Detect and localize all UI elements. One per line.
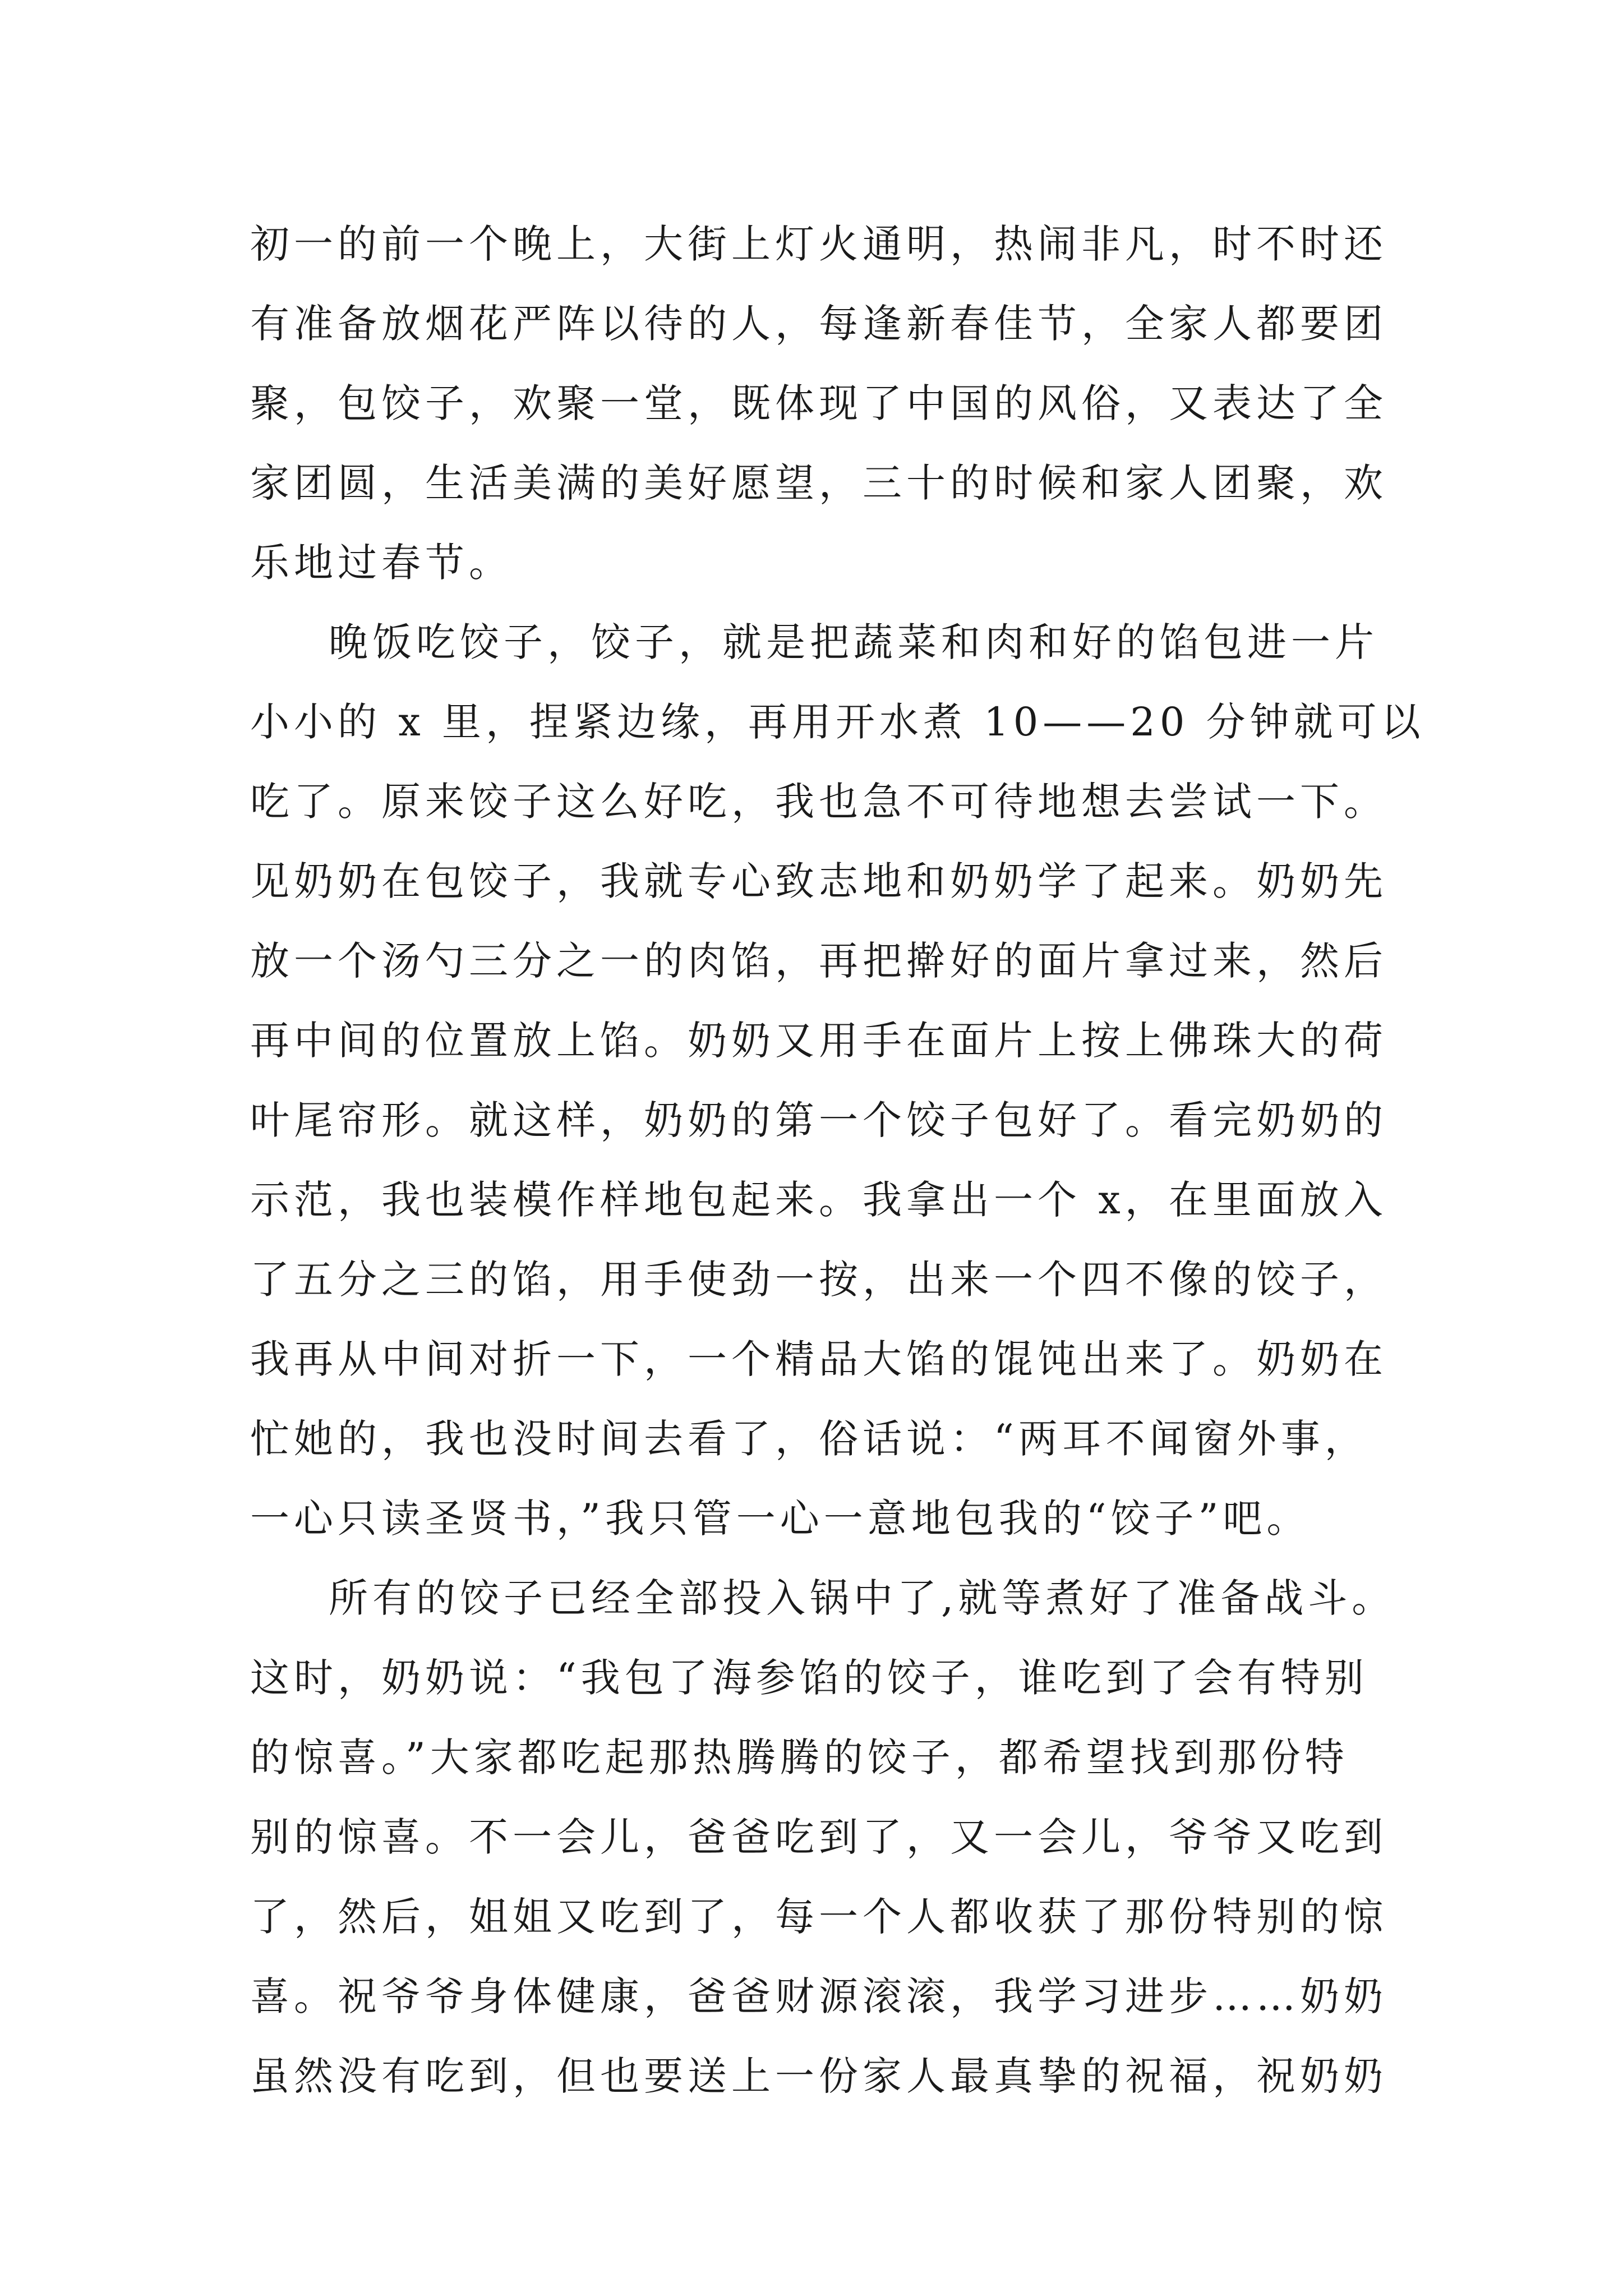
- paragraph-2-line-2: 小小的 x 里，捏紧边缘，再用开水煮 10——20 分钟就可以: [250, 699, 1425, 745]
- paragraph-1-line-1: 初一的前一个晚上，大街上灯火通明，热闹非凡，时不时还: [250, 221, 1387, 267]
- paragraph-2-line-10: 我再从中间对折一下，一个精品大馅的馄饨出来了。奶奶在: [250, 1336, 1387, 1382]
- paragraph-2-line-5: 放一个汤勺三分之一的肉馅，再把擀好的面片拿过来，然后: [250, 938, 1387, 984]
- paragraph-2-line-4: 见奶奶在包饺子，我就专心致志地和奶奶学了起来。奶奶先: [250, 858, 1387, 904]
- paragraph-2-line-9: 了五分之三的馅，用手使劲一按，出来一个四不像的饺子，: [250, 1257, 1387, 1303]
- paragraph-3-line-4: 别的惊喜。不一会儿，爸爸吃到了，又一会儿，爷爷又吃到: [250, 1814, 1387, 1860]
- paragraph-2-line-3: 吃了。原来饺子这么好吃，我也急不可待地想去尝试一下。: [250, 779, 1387, 825]
- paragraph-3-line-1: 所有的饺子已经全部投入锅中了,就等煮好了准备战斗。: [329, 1575, 1396, 1621]
- paragraph-2-line-7: 叶尾帘形。就这样，奶奶的第一个饺子包好了。看完奶奶的: [250, 1097, 1387, 1143]
- paragraph-3-line-7: 虽然没有吃到，但也要送上一份家人最真挚的祝福，祝奶奶: [250, 2053, 1387, 2099]
- paragraph-2-line-12: 一心只读圣贤书，”我只管一心一意地包我的“饺子”吧。: [250, 1496, 1311, 1542]
- paragraph-1-line-3: 聚，包饺子，欢聚一堂，既体现了中国的风俗，又表达了全: [250, 380, 1387, 426]
- paragraph-2-line-11: 忙她的，我也没时间去看了，俗话说：“两耳不闻窗外事，: [250, 1416, 1368, 1462]
- paragraph-1-line-2: 有准备放烟花严阵以待的人，每逢新春佳节，全家人都要团: [250, 301, 1387, 347]
- paragraph-3-line-6: 喜。祝爷爷身体健康，爸爸财源滚滚，我学习进步……奶奶: [250, 1973, 1387, 2019]
- paragraph-2-line-6: 再中间的位置放上馅。奶奶又用手在面片上按上佛珠大的荷: [250, 1018, 1387, 1064]
- paragraph-3-line-5: 了，然后，姐姐又吃到了，每一个人都收获了那份特别的惊: [250, 1894, 1387, 1940]
- paragraph-2-line-1: 晚饭吃饺子，饺子，就是把蔬菜和肉和好的馅包进一片: [329, 619, 1378, 665]
- paragraph-3-line-2: 这时，奶奶说：“我包了海参馅的饺子，谁吃到了会有特别: [250, 1655, 1368, 1701]
- paragraph-3-line-3: 的惊喜。”大家都吃起那热腾腾的饺子，都希望找到那份特: [250, 1734, 1349, 1780]
- paragraph-1-line-4: 家团圆，生活美满的美好愿望，三十的时候和家人团聚，欢: [250, 460, 1387, 506]
- paragraph-1-line-5: 乐地过春节。: [250, 540, 513, 586]
- paragraph-2-line-8: 示范，我也装模作样地包起来。我拿出一个 x，在里面放入: [250, 1177, 1387, 1223]
